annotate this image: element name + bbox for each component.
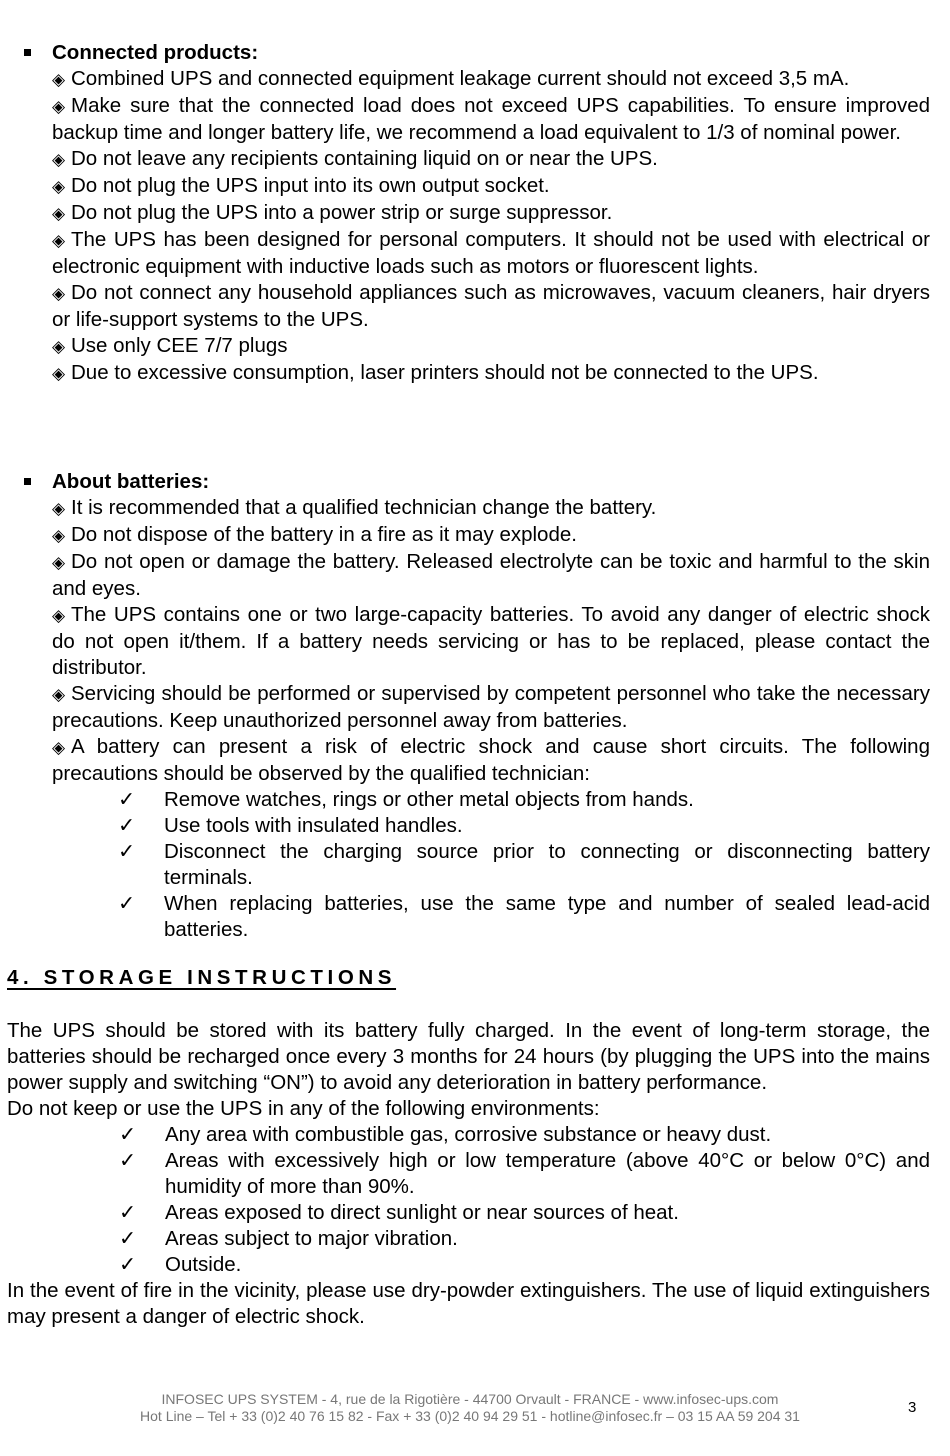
list-item: ◈ The UPS has been designed for personal computers. It should not be used with electrical or electronic equipment with inductive loads such as motors or fluorescent lights.	[52, 228, 930, 278]
diamond-bullet-icon: ◈	[52, 553, 66, 572]
diamond-bullet-icon: ◈	[52, 97, 66, 116]
diamond-bullet-icon: ◈	[52, 337, 66, 356]
list-item: ◈ It is recommended that a qualified technician change the battery.	[52, 495, 930, 522]
storage-paragraph: Do not keep or use the UPS in any of the following environments:	[7, 1097, 600, 1120]
diamond-bullet-icon: ◈	[52, 177, 66, 196]
list-item: ◈ Do not plug the UPS into a power strip or surge suppressor.	[52, 200, 930, 227]
check-item: ✓ Areas with excessively high or low temperature (above 40°C or below 0°C) and humidity of more than 90%.	[119, 1149, 930, 1198]
checkmark-icon: ✓	[119, 1149, 137, 1172]
list-item: ◈ Use only CEE 7/7 plugs	[52, 333, 930, 360]
about-batteries-heading: About batteries:	[52, 469, 930, 495]
diamond-bullet-icon: ◈	[52, 499, 66, 518]
diamond-bullet-icon: ◈	[52, 526, 66, 545]
connected-products-heading: Connected products:	[52, 40, 930, 66]
diamond-bullet-icon: ◈	[52, 70, 66, 89]
page-number: 3	[908, 1399, 917, 1416]
checkmark-icon: ✓	[119, 1227, 137, 1250]
list-item: ◈ A battery can present a risk of electric shock and cause short circuits. The following precautions should be observed by the qualified technician:	[52, 735, 930, 785]
diamond-bullet-icon: ◈	[52, 606, 66, 625]
list-item: ◈ Due to excessive consumption, laser printers should not be connected to the UPS.	[52, 360, 930, 387]
checkmark-icon: ✓	[118, 840, 136, 863]
environment-list	[119, 1122, 930, 1278]
storage-paragraph: The UPS should be stored with its battery fully charged. In the event of long-term storage, the batteries should be recharged once every 3 months for 24 hours (by plugging the UPS into the mains power supply and switching “ON”) to avoid any deterioration in battery performance.	[7, 1019, 930, 1094]
check-item: ✓ Outside.	[119, 1253, 242, 1276]
checkmark-icon: ✓	[119, 1201, 137, 1224]
footer-contact: Hot Line – Tel + 33 (0)2 40 76 15 82 - Fax + 33 (0)2 40 94 29 51 - hotline@infosec.fr – 03 15 AA 59 204 31	[140, 1408, 800, 1424]
footer-address: INFOSEC UPS SYSTEM - 4, rue de la Rigotière - 44700 Orvault - FRANCE - www.infosec-ups.com	[161, 1391, 779, 1407]
page-footer	[90, 1391, 850, 1425]
check-item: ✓ Use tools with insulated handles.	[118, 814, 463, 837]
storage-heading: 4. STORAGE INSTRUCTIONS	[7, 966, 397, 989]
check-item: ✓ Areas subject to major vibration.	[119, 1227, 458, 1250]
list-item: ◈ The UPS contains one or two large-capacity batteries. To avoid any danger of electric shock do not open it/them. If a battery needs servicing or has to be replaced, please contact the distributor.	[52, 603, 930, 679]
checkmark-icon: ✓	[118, 788, 136, 811]
list-item: ◈ Make sure that the connected load does not exceed UPS capabilities. To ensure improved backup time and longer battery life, we recommend a load equivalent to 1/3 of nominal power.	[52, 94, 930, 144]
square-bullet-icon	[24, 478, 31, 485]
list-item: ◈ Do not plug the UPS input into its own output socket.	[52, 173, 930, 200]
check-item: ✓ When replacing batteries, use the same type and number of sealed lead-acid batteries.	[118, 892, 930, 941]
list-item: ◈ Combined UPS and connected equipment leakage current should not exceed 3,5 mA.	[52, 66, 930, 93]
checkmark-icon: ✓	[119, 1253, 137, 1276]
list-item: ◈ Servicing should be performed or supervised by competent personnel who take the necessary precautions. Keep unauthorized personnel away from batteries.	[52, 682, 930, 732]
checkmark-icon: ✓	[118, 814, 136, 837]
checkmark-icon: ✓	[119, 1123, 137, 1146]
checkmark-icon: ✓	[118, 892, 136, 915]
battery-precautions-list	[118, 787, 930, 943]
check-item: ✓ Disconnect the charging source prior to connecting or disconnecting battery terminals.	[118, 840, 930, 889]
about-batteries-section	[52, 469, 930, 943]
connected-products-section	[52, 40, 930, 387]
list-item: ◈ Do not dispose of the battery in a fire as it may explode.	[52, 522, 930, 549]
check-item: ✓ Any area with combustible gas, corrosive substance or heavy dust.	[119, 1123, 772, 1146]
diamond-bullet-icon: ◈	[52, 231, 66, 250]
list-item: ◈ Do not connect any household appliances such as microwaves, vacuum cleaners, hair dryers or life-support systems to the UPS.	[52, 281, 930, 331]
diamond-bullet-icon: ◈	[52, 150, 66, 169]
diamond-bullet-icon: ◈	[52, 364, 66, 383]
diamond-bullet-icon: ◈	[52, 738, 66, 757]
storage-paragraph: In the event of fire in the vicinity, please use dry-powder extinguishers. The use of liquid extinguishers may present a danger of electric shock.	[7, 1279, 930, 1328]
storage-section	[7, 1018, 930, 1330]
list-item: ◈ Do not open or damage the battery. Released electrolyte can be toxic and harmful to the skin and eyes.	[52, 550, 930, 600]
square-bullet-icon	[24, 49, 31, 56]
check-item: ✓ Areas exposed to direct sunlight or near sources of heat.	[119, 1201, 679, 1224]
list-item: ◈ Do not leave any recipients containing liquid on or near the UPS.	[52, 146, 930, 173]
check-item: ✓ Remove watches, rings or other metal objects from hands.	[118, 788, 694, 811]
diamond-bullet-icon: ◈	[52, 284, 66, 303]
diamond-bullet-icon: ◈	[52, 204, 66, 223]
diamond-bullet-icon: ◈	[52, 685, 66, 704]
